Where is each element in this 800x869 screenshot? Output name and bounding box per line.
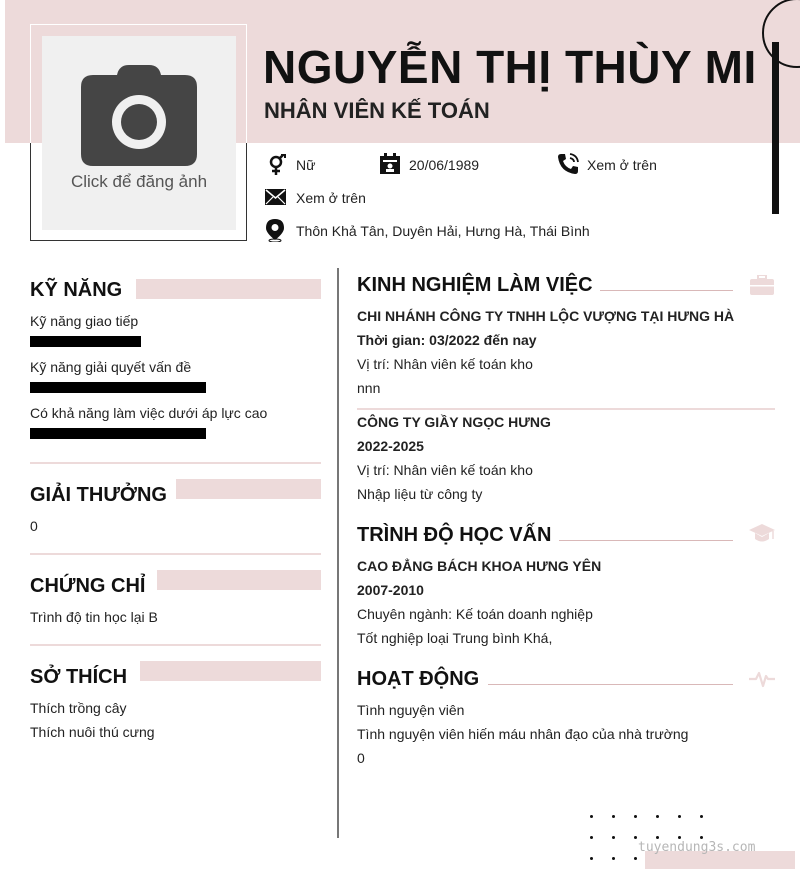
award-item: 0	[30, 518, 38, 534]
job-note: Nhập liệu từ công ty	[357, 486, 483, 502]
section-divider	[30, 462, 321, 464]
heading-rule	[600, 290, 733, 291]
heading-rule	[559, 540, 733, 541]
skill-level-bar	[30, 336, 141, 347]
phone-icon	[557, 153, 579, 175]
skill-level-bar	[30, 428, 206, 439]
candidate-name: NGUYỄN THỊ THÙY MI	[263, 41, 757, 93]
column-divider	[337, 268, 339, 838]
certificates-heading-bar	[157, 570, 321, 590]
hobby-item: Thích nuôi thú cưng	[30, 724, 155, 740]
skill-level-bar	[30, 382, 206, 393]
decorative-dot	[634, 857, 637, 860]
decorative-dot	[634, 815, 637, 818]
decorative-dot	[612, 857, 615, 860]
activity-item: Tình nguyện viên	[357, 702, 465, 718]
heading-rule	[488, 684, 733, 685]
decorative-vertical-bar	[772, 42, 779, 214]
email-icon	[265, 189, 286, 205]
calendar-icon	[380, 153, 400, 174]
decorative-dot	[612, 836, 615, 839]
experience-heading: KINH NGHIỆM LÀM VIỆC	[357, 274, 593, 296]
education-grade: Tốt nghiệp loại Trung bình Khá,	[357, 630, 553, 646]
address-value: Thôn Khả Tân, Duyên Hải, Hưng Hà, Thái Bình	[296, 223, 590, 239]
decorative-dot	[678, 815, 681, 818]
pulse-icon	[749, 670, 775, 688]
certificates-heading: CHỨNG CHỈ	[30, 575, 146, 597]
decorative-dot	[634, 836, 637, 839]
skills-heading: KỸ NĂNG	[30, 279, 123, 301]
birthday-value: 20/06/1989	[409, 157, 480, 173]
decorative-dot	[678, 836, 681, 839]
watermark: tuyendung3s.com	[638, 840, 756, 855]
education-period: 2007-2010	[357, 582, 424, 598]
decorative-dot	[590, 815, 593, 818]
activities-heading: HOẠT ĐỘNG	[357, 668, 480, 690]
decorative-dot	[656, 836, 659, 839]
job-period: 2022-2025	[357, 438, 424, 454]
gender-value: Nữ	[296, 157, 316, 173]
job-period: Thời gian: 03/2022 đến nay	[357, 332, 537, 348]
education-heading: TRÌNH ĐỘ HỌC VẤN	[357, 524, 552, 546]
job-note: nnn	[357, 380, 381, 396]
hobbies-heading: SỞ THÍCH	[30, 666, 128, 688]
gender-icon	[265, 154, 287, 176]
decorative-dot	[656, 815, 659, 818]
decorative-dot	[700, 836, 703, 839]
job-title: NHÂN VIÊN KẾ TOÁN	[264, 98, 490, 123]
briefcase-icon	[750, 275, 774, 295]
photo-upload-label[interactable]: Click để đăng ảnh	[70, 172, 208, 191]
job-company: CHI NHÁNH CÔNG TY TNHH LỘC VƯỢNG TẠI HƯNG HÀ	[357, 308, 735, 324]
awards-heading: GIẢI THƯỞNG	[30, 484, 167, 506]
job-position: Vị trí: Nhân viên kế toán kho	[357, 356, 533, 372]
section-divider	[30, 553, 321, 555]
email-value: Xem ở trên	[296, 190, 366, 206]
skill-label: Có khả năng làm việc dưới áp lực cao	[30, 405, 268, 421]
job-position: Vị trí: Nhân viên kế toán kho	[357, 462, 533, 478]
section-divider	[30, 644, 321, 646]
decorative-dot	[590, 857, 593, 860]
job-divider	[357, 408, 775, 410]
hobby-item: Thích trồng cây	[30, 700, 127, 716]
job-company: CÔNG TY GIẦY NGỌC HƯNG	[357, 414, 551, 430]
skill-label: Kỹ năng giải quyết vấn đề	[30, 359, 192, 375]
location-icon	[266, 219, 284, 242]
skill-label: Kỹ năng giao tiếp	[30, 313, 139, 329]
decorative-dot	[590, 836, 593, 839]
graduation-cap-icon	[749, 524, 775, 544]
camera-icon[interactable]	[81, 65, 197, 166]
activity-item: Tình nguyện viên hiến máu nhân đạo của nhà trường	[357, 726, 689, 742]
hobbies-heading-bar	[140, 661, 321, 681]
certificate-item: Trình độ tin học lại B	[30, 609, 158, 625]
education-school: CAO ĐẲNG BÁCH KHOA HƯNG YÊN	[357, 558, 602, 574]
phone-value: Xem ở trên	[587, 157, 657, 173]
decorative-dot	[612, 815, 615, 818]
activity-item: 0	[357, 750, 365, 766]
awards-heading-bar	[176, 479, 321, 499]
decorative-dot	[700, 815, 703, 818]
education-major: Chuyên ngành: Kế toán doanh nghiệp	[357, 606, 593, 622]
skills-heading-bar	[136, 279, 321, 299]
